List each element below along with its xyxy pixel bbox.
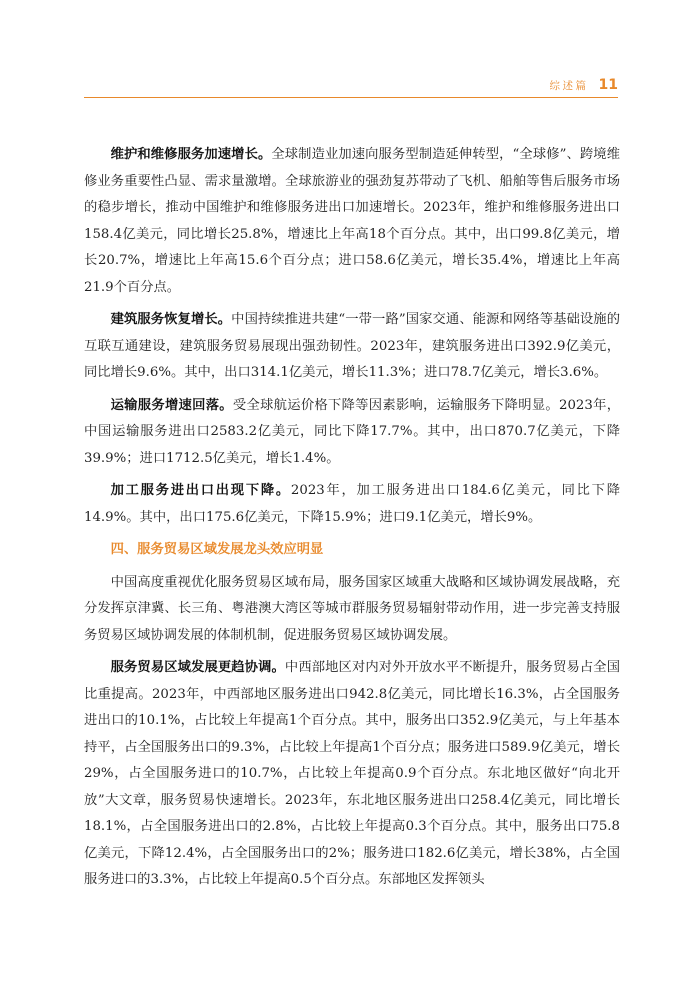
paragraph-lead: 加工服务进出口出现下降。 [110, 483, 291, 498]
paragraph-construction [84, 307, 620, 387]
paragraph-lead: 服务贸易区域发展更趋协调。 [110, 660, 285, 675]
paragraph-regional-coordination [84, 655, 620, 894]
paragraph-text: 2023年，加工服务进出口184.6亿美元，同比下降14.9%。其中，出口175.6亿美元，下降15.9%；进口9.1亿美元，增长9%。 [84, 483, 621, 525]
header-divider [84, 97, 618, 98]
header-section-title: 综述篇 [549, 79, 589, 92]
paragraph-text: 中国持续推进共建“一带一路”国家交通、能源和网络等基础设施的互联互通建设，建筑服务贸易展现出强劲韧性。2023年，建筑服务进出口392.9亿美元，同比增长9.6%。其中，出口314.1亿美元，增长11.3%；进口78.7亿美元，增长3.6%。 [84, 312, 620, 380]
paragraph-processing [84, 478, 620, 531]
paragraph-lead: 维护和维修服务加速增长。 [110, 147, 272, 162]
paragraph-regional-intro: 中国高度重视优化服务贸易区域布局，服务国家区域重大战略和区域协调发展战略，充分发挥京津冀、长三角、粤港澳大湾区等城市群服务贸易辐射带动作用，进一步完善支持服务贸易区域协调发展的体制机制，促进服务贸易区域协调发展。 [84, 574, 620, 643]
page-number: 11 [598, 77, 618, 93]
paragraph-lead: 运输服务增速回落。 [110, 397, 233, 413]
paragraph-lead: 建筑服务恢复增长。 [110, 312, 232, 327]
paragraph-text: 中西部地区对内对外开放水平不断提升，服务贸易占全国比重提高。2023年，中西部地区服务进出口942.8亿美元，同比增长16.3%，占全国服务进出口的10.1%，占比较上年提高1个百分点。其中，服务出口352.9亿美元，与上年基本持平，占全国服务出口的9.3%，占比较上年提高1个百分点；服务进口589.9亿美元，增长29%，占全国服务进口的10.7%，占比较上年提高0.9个百分点。东北地区做好“向北开放”大文章，服务贸易快速增长。2023年，东北地区服务进出口258.4亿美元，同比增长18.1%，占全国服务进出口的2.8%，占比较上年提高0.3个百分点。其中，服务出口75.8亿美元，下降12.4%，占全国服务出口的2%；服务进口182.6亿美元，增长38%，占全国服务进口的3.3%，占比较上年提高0.5个百分点。东部地区发挥领头 [84, 660, 621, 887]
section-heading: 四、服务贸易区域发展龙头效应明显 [110, 542, 324, 557]
running-header [84, 74, 618, 96]
body-text [84, 142, 620, 900]
paragraph-text: 全球制造业加速向服务型制造延伸转型，“全球修”、跨境维修业务重要性凸显、需求量激增。全球旅游业的强劲复苏带动了飞机、船舶等售后服务市场的稳步增长，推动中国维护和维修服务进出口加速增长。2023年，维护和维修服务进出口158.4亿美元，同比增长25.8%，增速比上年高18个百分点。其中，出口99.8亿美元，增长20.7%，增速比上年高15.6个百分点；进口58.6亿美元，增长35.4%，增速比上年高21.9个百分点。 [84, 147, 621, 295]
paragraph-maintenance-repair [84, 142, 620, 301]
paragraph-text: 受全球航运价格下降等因素影响，运输服务下降明显。2023年，中国运输服务进出口2583.2亿美元，同比下降17.7%。其中，出口870.7亿美元，下降39.9%；进口1712.5亿美元，增长1.4%。 [84, 397, 621, 466]
paragraph-transport [84, 393, 620, 473]
